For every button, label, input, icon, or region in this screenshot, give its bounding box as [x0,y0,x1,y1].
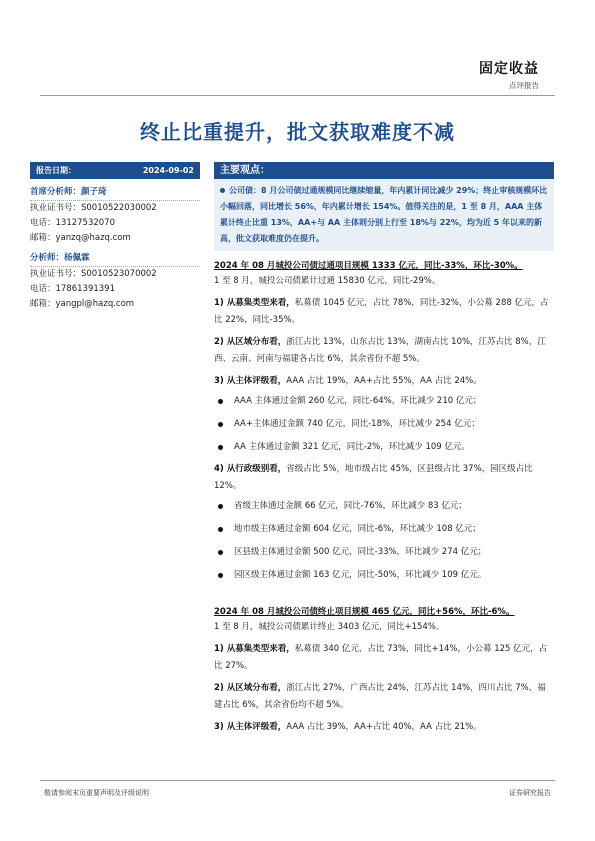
report-date-bar [30,162,200,179]
header-divider [40,95,555,96]
analyst-phone: 电话：17861391391 [30,284,115,295]
report-date-value: 2024-09-02 [142,166,194,175]
finding-item [214,295,554,329]
finding-lead: 2) 从区域分布看， [214,337,287,347]
list-item-text: 园区级主体通过金额 163 亿元，同比-50%，环比减少 109 亿元。 [234,570,487,580]
analyst-role: 首席分析师： [30,187,82,197]
list-item-text: AA 主体通过金额 321 亿元，同比-2%，环比减少 109 亿元。 [234,442,470,452]
finding-item [214,680,554,714]
finding-item [214,719,554,736]
bullet-icon [218,445,223,450]
key-points-box [214,179,554,251]
analyst-header [30,249,200,267]
analyst-header [30,183,200,201]
finding-text: AAA 占比 19%，AA+占比 55%，AA 占比 24%。 [286,376,482,386]
list-item-text: 省级主体通过金额 66 亿元，同比-76%，环比减少 83 亿元； [234,501,467,511]
main-content [214,162,554,736]
list-item-text: AAA 主体通过金额 260 亿元，同比-64%，环比减少 210 亿元； [234,396,482,406]
section-intro: 1 至 8 月，城投公司债累计过通 15830 亿元，同比-29%。 [214,276,441,286]
finding-item [214,461,554,495]
finding-text: 私募债 1045 亿元，占比 78%，同比-32%，小公募 288 亿元，占比 22%，同比-35%。 [214,298,549,325]
analyst-name: 杨佩霖 [64,253,90,264]
bullet-icon [218,422,223,427]
footer-disclaimer: 敬请参阅末页重要声明及评级说明 [44,789,149,797]
finding-lead: 1) 从募集类型来看， [214,298,295,308]
analyst-phone: 电话：13127532070 [30,217,115,228]
list-item [214,436,554,459]
report-category: 固定收益 [479,61,539,77]
finding-lead: 2) 从区域分布看， [214,683,287,693]
list-item-text: AA+主体通过金额 740 亿元，同比-18%，环比减少 254 亿元； [234,419,480,429]
finding-item [214,641,554,675]
finding-lead: 1) 从募集类型来看， [214,644,295,654]
list-item-text: 地市级主体通过金额 604 亿元，同比-6%，环比减少 108 亿元； [234,524,481,534]
list-item-text: 区县级主体通过金额 500 亿元，同比-33%，环比减少 274 亿元； [234,547,487,557]
analyst-sidebar [30,162,200,312]
report-type: 点评报告 [509,81,539,90]
finding-item [214,373,554,390]
analyst-cert: 执业证书号：S0010522030002 [30,203,157,213]
analyst-name: 颜子琦 [81,187,107,197]
key-points-text: 公司债：8 月公司债过通规模同比继续缩量，年内累计同比减少 29%；终止审核规模环比小幅回落，同比增长 56%，年内累计增长 154%。值得关注的是，1 至 8 月，AAA 主体累计终止比重 13%，AA+与 AA 主体则分别上行至 18%与 22%，均为近 5 年以来的新高，批文获取难度仍在提升。 [220,186,548,243]
finding-text: 浙江占比 13%，山东占比 13%，湖南占比 10%，江苏占比 8%，江西、云南、河南与福建各占比 6%，其余省份不超 5%。 [214,337,546,364]
finding-text: 省级占比 5%，地市级占比 45%，区县级占比 37%，园区级占比 12%。 [214,464,533,491]
analyst-email[interactable]: 邮箱：yanzq@hazq.com [30,232,131,243]
finding-lead: 3) 从主体评级看， [214,376,287,386]
bullet-icon [218,527,223,532]
page-title: 终止比重提升，批文获取难度不减 [140,120,455,144]
section-intro: 1 至 8 月，城投公司债累计终止 3403 亿元，同比+154%。 [214,622,445,632]
list-item [214,541,554,564]
report-date-label: 报告日期： [36,166,76,175]
key-points-title: 主要观点： [214,162,554,179]
bullet-icon [218,399,223,404]
finding-lead: 3) 从主体评级看， [214,722,287,732]
analyst-role: 分析师： [30,253,65,264]
bullet-icon [220,188,225,193]
footer-divider [40,780,555,781]
bullet-icon [218,550,223,555]
bullet-icon [218,573,223,578]
analyst-cert: 执业证书号：S0010523070002 [30,269,157,280]
finding-text: 浙江占比 27%，广西占比 24%，江苏占比 14%，四川占比 7%，福建占比 6%，其余省份均不超 5%。 [214,683,546,710]
finding-lead: 4) 从行政级别看， [214,464,287,474]
footer-report-type: 证券研究报告 [509,789,551,797]
finding-text: 私募债 340 亿元，占比 73%，同比+14%，小公募 125 亿元，占比 27%。 [214,644,548,671]
bullet-icon [218,504,223,509]
section-heading: 2024 年 08 月城投公司债过通项目规模 1333 亿元，同比-33%，环比-30%。 [214,261,523,271]
list-item [214,413,554,436]
section-heading: 2024 年 08 月城投公司债终止项目规模 465 亿元，同比+56%，环比-6%。 [214,607,515,617]
analyst-email[interactable]: 邮箱：yangpl@hazq.com [30,298,135,309]
list-item [214,564,554,587]
list-item [214,495,554,518]
list-item [214,390,554,413]
list-item [214,518,554,541]
finding-text: AAA 占比 39%，AA+占比 40%，AA 占比 21%。 [286,722,482,732]
finding-item [214,334,554,368]
